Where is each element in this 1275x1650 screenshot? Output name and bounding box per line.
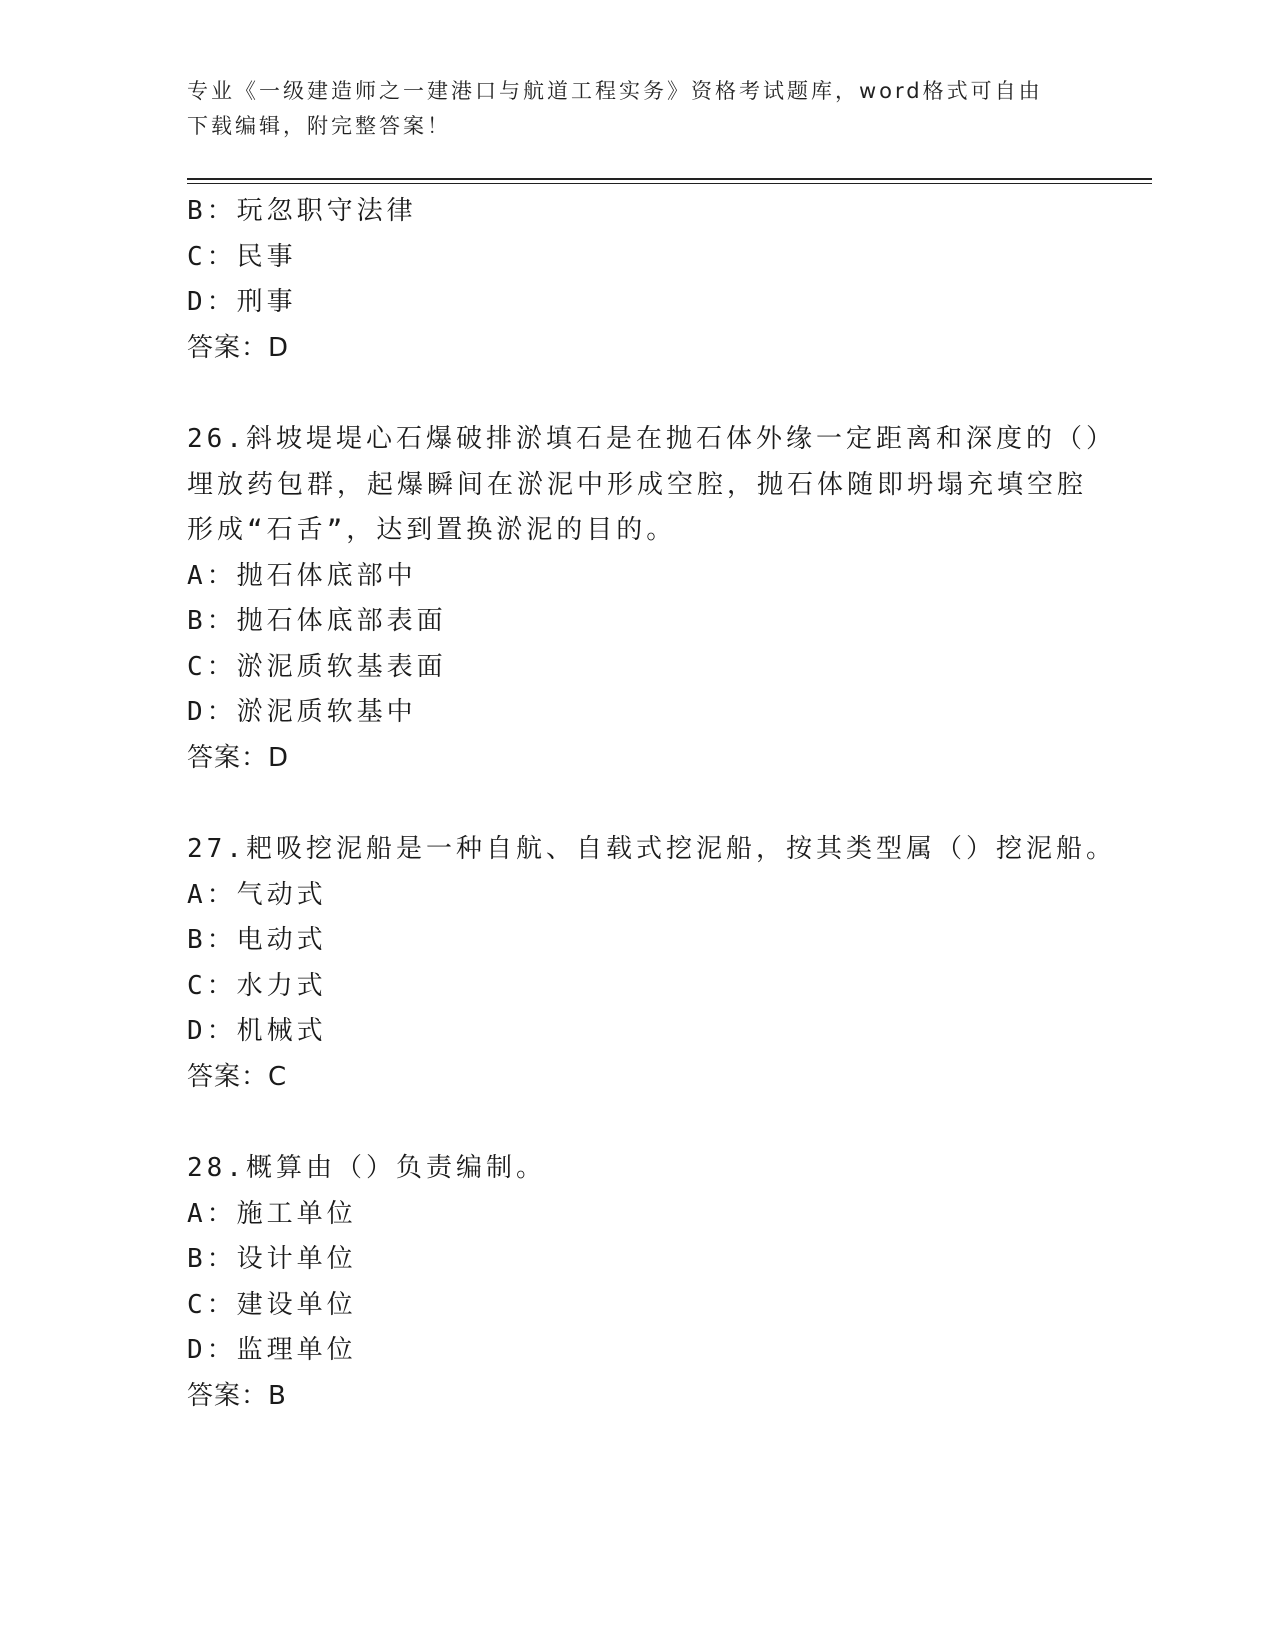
question-content — [187, 189, 1116, 1419]
option-c: C：淤泥质软基表面 — [187, 651, 447, 682]
question-stem: 27.耙吸挖泥船是一种自航、自载式挖泥船，按其类型属（）挖泥船。 — [187, 834, 1116, 864]
answer-line: 答案：B — [187, 1380, 287, 1411]
question-gap — [187, 1100, 1087, 1146]
option-b: B：玩忽职守法律 — [187, 196, 417, 226]
question-25-tail — [187, 189, 1087, 371]
header-divider-thick — [187, 178, 1152, 180]
question-stem-line: 形成“石舌”，达到置换淤泥的目的。 — [187, 515, 677, 545]
header-line-2: 下载编辑，附完整答案！ — [187, 114, 451, 138]
option-c: C：建设单位 — [187, 1289, 357, 1320]
option-d: D：机械式 — [187, 1016, 327, 1046]
option-c: C：水力式 — [187, 970, 327, 1001]
option-c: C：民事 — [187, 241, 297, 272]
answer-line: 答案：D — [187, 742, 290, 773]
question-stem-line: 26.斜坡堤堤心石爆破排淤填石是在抛石体外缘一定距离和深度的（） — [187, 424, 1116, 454]
question-27 — [187, 827, 1116, 1100]
option-a: A：抛石体底部中 — [187, 560, 417, 591]
option-b: B：抛石体底部表面 — [187, 606, 447, 636]
question-26 — [187, 417, 1116, 781]
answer-line: 答案：C — [187, 1061, 288, 1092]
header-line-1: 专业《一级建造师之一建港口与航道工程实务》资格考试题库，word格式可自由 — [187, 79, 1043, 103]
question-stem: 28.概算由（）负责编制。 — [187, 1153, 546, 1183]
option-d: D：监理单位 — [187, 1335, 357, 1365]
question-28 — [187, 1146, 1087, 1419]
option-b: B：设计单位 — [187, 1244, 357, 1274]
option-a: A：气动式 — [187, 879, 327, 910]
option-b: B：电动式 — [187, 925, 327, 955]
question-stem-line: 埋放药包群，起爆瞬间在淤泥中形成空腔，抛石体随即坍塌充填空腔 — [187, 469, 1088, 500]
question-gap — [187, 371, 1087, 417]
header-divider-thin — [187, 183, 1152, 184]
option-a: A：施工单位 — [187, 1198, 357, 1229]
document-header — [187, 74, 1087, 144]
option-d: D：刑事 — [187, 287, 297, 317]
option-d: D：淤泥质软基中 — [187, 697, 417, 727]
answer-line: 答案：D — [187, 332, 290, 363]
question-gap — [187, 781, 1087, 827]
